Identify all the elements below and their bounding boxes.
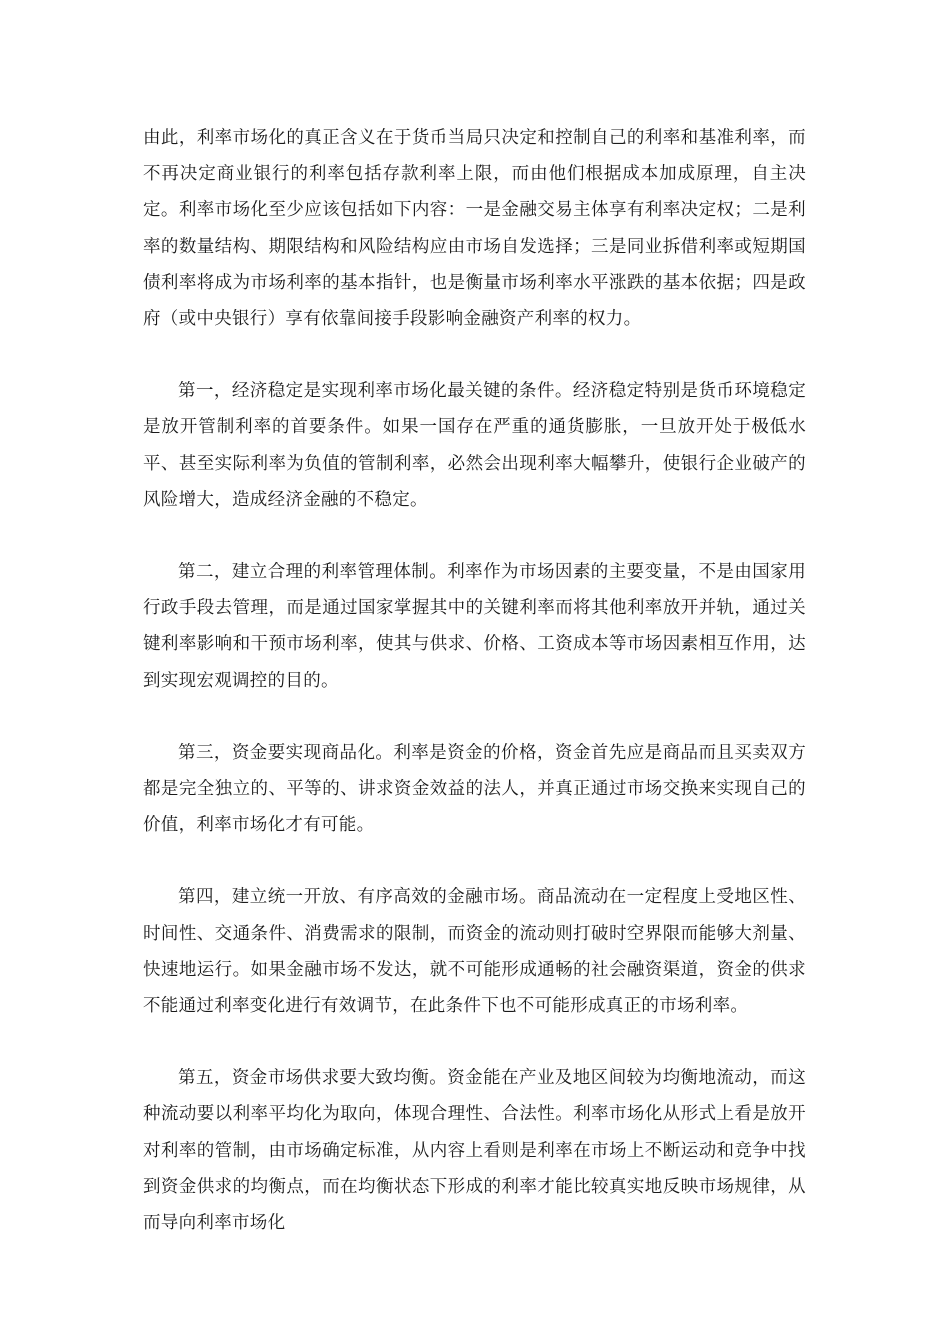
paragraph-condition-3: 第三，资金要实现商品化。利率是资金的价格，资金首先应是商品而且买卖双方都是完全独立的、平等的、讲求资金效益的法人，并真正通过市场交换来实现自己的价值，利率市场化才有可能。 xyxy=(143,742,806,836)
paragraph-condition-2: 第二，建立合理的利率管理体制。利率作为市场因素的主要变量，不是由国家用行政手段去管理，而是通过国家掌握其中的关键利率而将其他利率放开并轨，通过关键利率影响和干预市场利率，使其与供求、价格、工资成本等市场因素相互作用，达到实现宏观调控的目的。 xyxy=(143,562,806,691)
paragraph-definition: 由此，利率市场化的真正含义在于货币当局只决定和控制自己的利率和基准利率，而不再决定商业银行的利率包括存款利率上限，而由他们根据成本加成原理，自主决定。利率市场化至少应该包括如下内容：一是金融交易主体享有利率决定权；二是利率的数量结构、期限结构和风险结构应由市场自发选择；三是同业拆借利率或短期国债利率将成为市场利率的基本指针，也是衡量市场利率水平涨跌的基本依据；四是政府（或中央银行）享有依靠间接手段影响金融资产利率的权力。 xyxy=(143,128,806,330)
document-body xyxy=(143,120,806,1277)
paragraph-condition-5: 第五，资金市场供求要大致均衡。资金能在产业及地区间较为均衡地流动，而这种流动要以利率平均化为取向，体现合理性、合法性。利率市场化从形式上看是放开对利率的管制，由市场确定标准，从内容上看则是利率在市场上不断运动和竞争中找到资金供求的均衡点，而在均衡状态下形成的利率才能比较真实地反映市场规律，从而导向利率市场化 xyxy=(143,1068,806,1234)
paragraph-condition-1: 第一，经济稳定是实现利率市场化最关键的条件。经济稳定特别是货币环境稳定是放开管制利率的首要条件。如果一国存在严重的通货膨胀，一旦放开处于极低水平、甚至实际利率为负值的管制利率，必然会出现利率大幅攀升，使银行企业破产的风险增大，造成经济金融的不稳定。 xyxy=(143,381,806,510)
paragraph-condition-4: 第四，建立统一开放、有序高效的金融市场。商品流动在一定程度上受地区性、时间性、交通条件、消费需求的限制，而资金的流动则打破时空界限而能够大剂量、快速地运行。如果金融市场不发达，就不可能形成通畅的社会融资渠道，资金的供求不能通过利率变化进行有效调节，在此条件下也不可能形成真正的市场利率。 xyxy=(143,887,806,1017)
